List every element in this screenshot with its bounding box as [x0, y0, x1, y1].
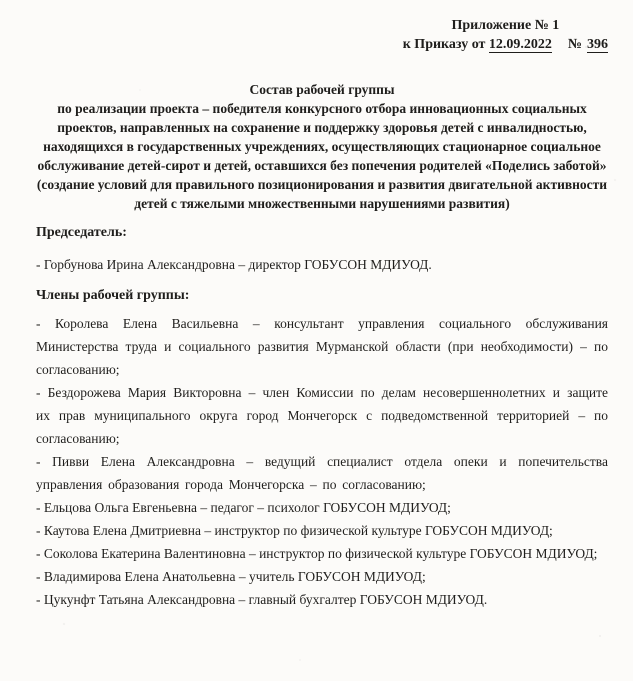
member-item: - Владимирова Елена Анатольевна – учитель ГОБУСОН МДИУОД; [36, 569, 426, 584]
document-title-block [36, 80, 608, 213]
chairman-entry: - Горбунова Ирина Александровна – директор ГОБУСОН МДИУОД. [36, 257, 432, 272]
chairman-heading: Председатель: [36, 225, 127, 240]
member-item: - Цукунфт Татьяна Александровна – главный бухгалтер ГОБУСОН МДИУОД. [36, 592, 488, 607]
order-date: 12.09.2022 [488, 37, 552, 52]
member-item: - Каутова Елена Дмитриевна – инструктор по физической культуре ГОБУСОН МДИУОД; [36, 523, 553, 538]
title-heading: Состав рабочей группы [249, 82, 395, 97]
member-item: - Ельцова Ольга Евгеньевна – педагог – психолог ГОБУСОН МДИУОД; [36, 500, 451, 515]
title-subtitle: по реализации проекта – победителя конкурсного отбора инновационных социальных проектов, направленных на сохранение и поддержку здоровья детей с инвалидностью, находящихся в государственных учреждениях, осуществляющих стационарное социальное обслуживание детей-сирот и детей, оставшихся без попечения родителей «Поделись заботой» (создание условий для правильного позиционирования и развития двигательной активности детей с тяжелыми множественными нарушениями развития) [36, 101, 608, 211]
member-item: - Пивви Елена Александровна – ведущий специалист отдела опеки и попечительства управления образования города Мончегорска – по согласованию; [36, 454, 608, 492]
appendix-number-line: Приложение № 1 [451, 18, 560, 33]
appendix-header [36, 16, 608, 54]
order-prefix: к Приказу от [402, 37, 489, 52]
member-item: - Королева Елена Васильевна – консультант управления социального обслуживания Министерства труда и социального развития Мурманской области (при необходимости) – по согласованию; [36, 316, 608, 377]
members-heading: Члены рабочей группы: [36, 288, 190, 303]
member-item: - Соколова Екатерина Валентиновна – инструктор по физической культуре ГОБУСОН МДИУОД; [36, 546, 598, 561]
member-item: - Бездорожева Мария Викторовна – член Комиссии по делам несовершеннолетних и защите их прав муниципального округа город Мончегорск с подведомственной территорией – по согласованию; [36, 385, 608, 446]
number-sign: № [567, 37, 582, 52]
order-reference-line [403, 35, 608, 54]
members-list [36, 312, 608, 611]
appendix-header-block [403, 16, 608, 54]
order-number: 396 [587, 37, 608, 52]
